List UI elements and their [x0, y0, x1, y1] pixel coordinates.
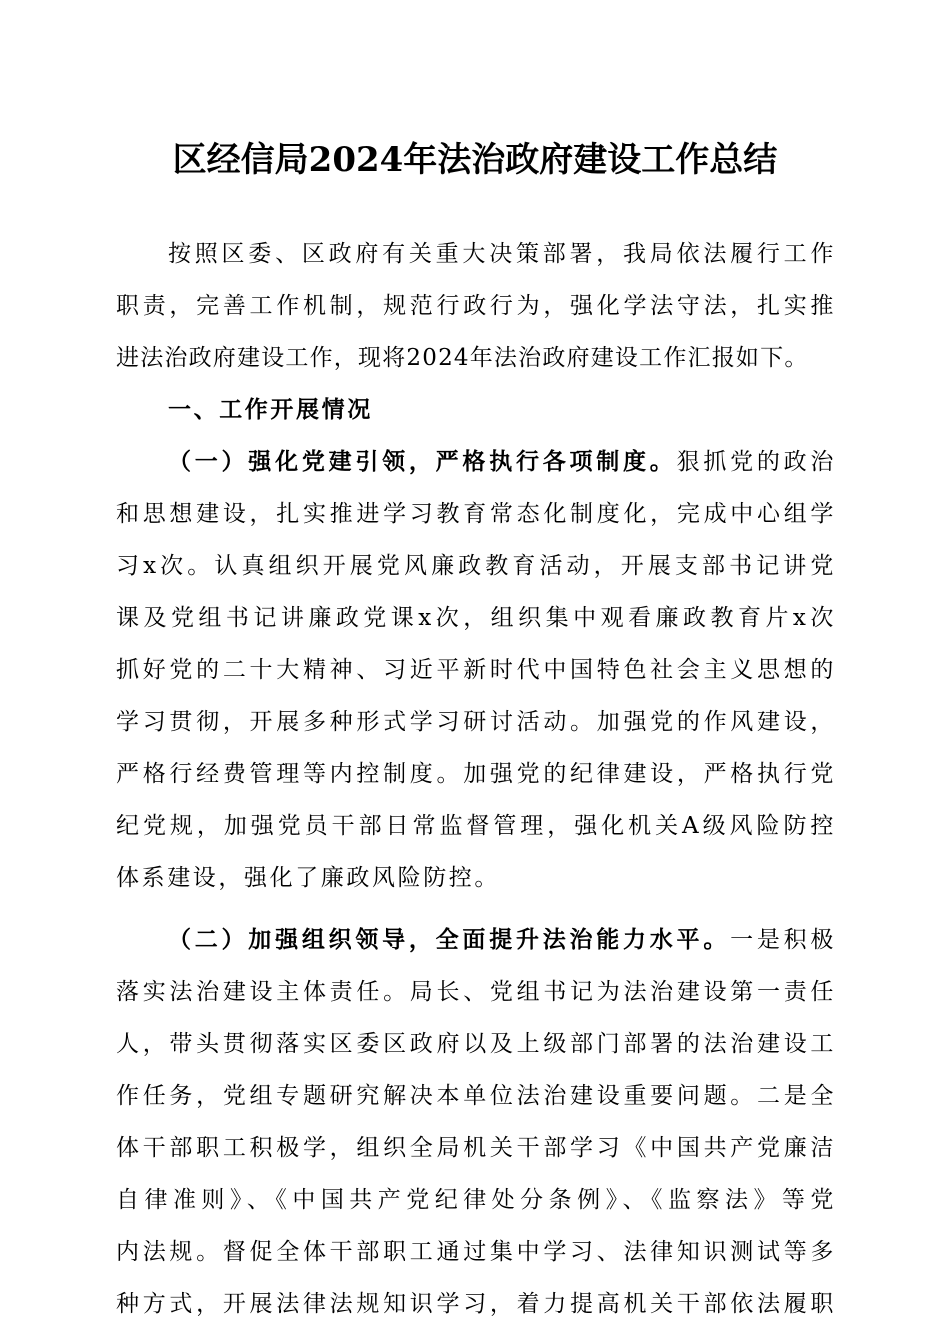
paragraph-first-line: [116, 914, 836, 966]
paragraph-line: 按照区委、区政府有关重大决策部署，我局依法履行工作: [168, 241, 836, 267]
paragraph-line: 体系建设，强化了廉政风险防控。: [116, 865, 500, 891]
paragraph-line: 和思想建设，扎实推进学习教育常态化制度化，完成中心组学: [116, 501, 836, 527]
document-body: [116, 228, 836, 1330]
paragraph-first-line: [116, 436, 836, 488]
sub-heading: （一）强化党建引领，严格执行各项制度。: [168, 449, 677, 475]
sub-heading: （二）加强组织领导，全面提升法治能力水平。: [168, 927, 731, 953]
paragraph-line: 自律准则》、《中国共产党纪律处分条例》、《监察法》等党: [116, 1187, 836, 1213]
paragraph-line: 学习贯彻，开展多种形式学习研讨活动。加强党的作风建设，: [116, 709, 836, 735]
paragraph-line: 抓好党的二十大精神、习近平新时代中国特色社会主义思想的: [116, 657, 836, 683]
paragraph-line: 作任务，党组专题研究解决本单位法治建设重要问题。二是全: [116, 1083, 836, 1109]
section-heading: 一、工作开展情况: [168, 397, 373, 423]
paragraph-text: 狠抓党的政治: [676, 449, 836, 475]
paragraph-line: 严格行经费管理等内控制度。加强党的纪律建设，严格执行党: [116, 761, 836, 787]
document-title: 区经信局2024年法治政府建设工作总结: [172, 140, 778, 180]
paragraph-line: 内法规。督促全体干部职工通过集中学习、法律知识测试等多: [116, 1239, 836, 1265]
paragraph-line: 落实法治建设主体责任。局长、党组书记为法治建设第一责任: [116, 979, 836, 1005]
paragraph-line: 进法治政府建设工作，现将2024年法治政府建设工作汇报如下。: [116, 345, 809, 371]
paragraph-line: 纪党规，加强党员干部日常监督管理，强化机关A级风险防控: [116, 813, 836, 839]
paragraph-line: 职责，完善工作机制，规范行政行为，强化学法守法，扎实推: [116, 293, 836, 319]
paragraph-text: 一是积极: [730, 927, 836, 953]
paragraph-organization-leadership: [116, 914, 836, 1330]
paragraph-line: 习x次。认真组织开展党风廉政教育活动，开展支部书记讲党: [116, 553, 836, 579]
paragraph-party-building: [116, 436, 836, 904]
paragraph-line: 课及党组书记讲廉政党课x次，组织集中观看廉政教育片x次: [116, 605, 836, 631]
paragraph-line: 人，带头贯彻落实区委区政府以及上级部门部署的法治建设工: [116, 1031, 836, 1057]
intro-paragraph: [116, 228, 836, 384]
paragraph-line: 体干部职工积极学，组织全局机关干部学习《中国共产党廉洁: [116, 1135, 836, 1161]
paragraph-line: 种方式，开展法律法规知识学习，着力提高机关干部依法履职: [116, 1291, 836, 1317]
